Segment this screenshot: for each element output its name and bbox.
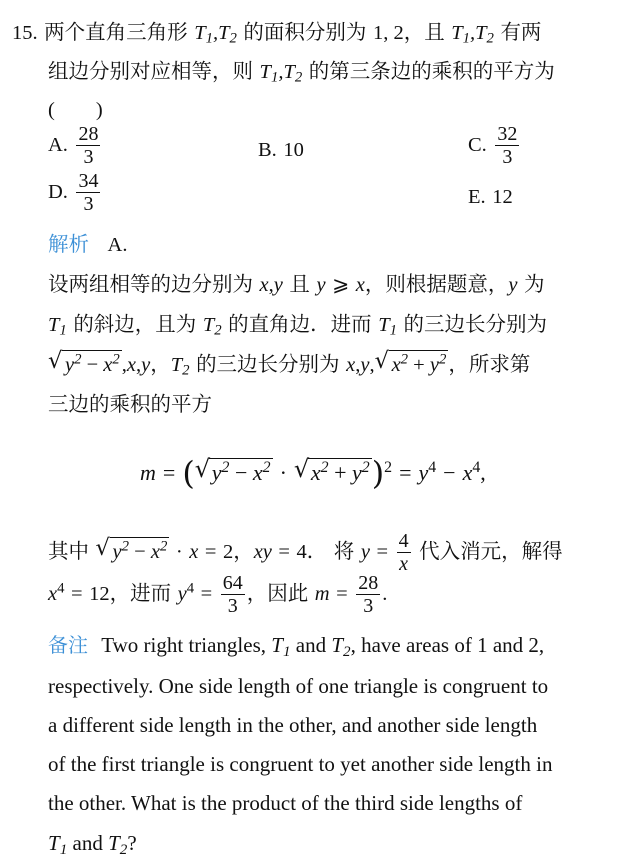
- display-equation: m = ( √ $y^2 - x^2$ · √ $x^2 + y^2)^2 = y^4 - x^4$,: [140, 453, 486, 492]
- solution-heading: 解析: [48, 232, 89, 256]
- problem-line-2: 组边分别对应相等，则 $T_1,T_2$ 的第三条边的乘积的平方为: [48, 59, 555, 86]
- note-line-3: a different side length in the other, and another side length: [48, 713, 538, 737]
- problem-line-1: 15. 两个直角三角形 $T_1,T_2$ 的面积分别为 1, 2，且 $T_1,T_2$ 有两: [12, 20, 542, 47]
- choice-e: E. 12: [468, 186, 513, 208]
- solution-line-5: 其中 √ $y^2 - x^2 \cdot x = 2$，xy = 4． 将 y = $\frac{4}{x}$ 代入消元，解得: [48, 530, 563, 575]
- choice-c: C. $\frac{32}{3}$: [468, 123, 518, 168]
- note-line-2: respectively. One side length of one triangle is congruent to: [48, 674, 549, 698]
- math-t1-t2: $T_1,T_2$: [194, 22, 237, 47]
- choice-d: D. $\frac{34}{3}$: [48, 170, 99, 215]
- solution-heading-line: [48, 230, 127, 259]
- note-line-6: $T_1$ and $T_2$?: [48, 831, 137, 858]
- answer-paren: ( ): [48, 99, 103, 121]
- note-heading: 备注: [48, 633, 88, 657]
- solution-line-2: $T_1$ 的斜边，且为 $T_2$ 的直角边．进而 $T_1$ 的三边长分别为: [48, 312, 547, 339]
- solution-line-3: √ $y^2 - x^2,x,y$，$T_2$ 的三边长分别为 x,y, √ $x^2 + y^2$，所求第: [48, 348, 531, 379]
- solution-answer: A.: [107, 234, 128, 256]
- choice-b: B. 10: [258, 139, 304, 161]
- note-line-4: of the first triangle is congruent to yet another side length in: [48, 752, 553, 776]
- solution-line-4: 三边的乘积的平方: [48, 392, 212, 416]
- choice-a: A. $\frac{28}{3}$: [48, 123, 99, 168]
- problem-number: 15.: [12, 22, 38, 44]
- solution-line-1: 设两组相等的边分别为 x,y 且 y ⩾ x，则根据题意，y 为: [48, 272, 545, 296]
- solution-line-6: $x^4 = 12$，进而 $y^4$ = $\frac{64}{3}$ ，因此 m = $\frac{28}{3}$ .: [48, 572, 388, 617]
- note-line-1: 备注 Two right triangles, $T_1$ and $T_2$, have areas of 1 and 2,: [48, 633, 545, 660]
- note-line-5: the other. What is the product of the third side lengths of: [48, 791, 523, 815]
